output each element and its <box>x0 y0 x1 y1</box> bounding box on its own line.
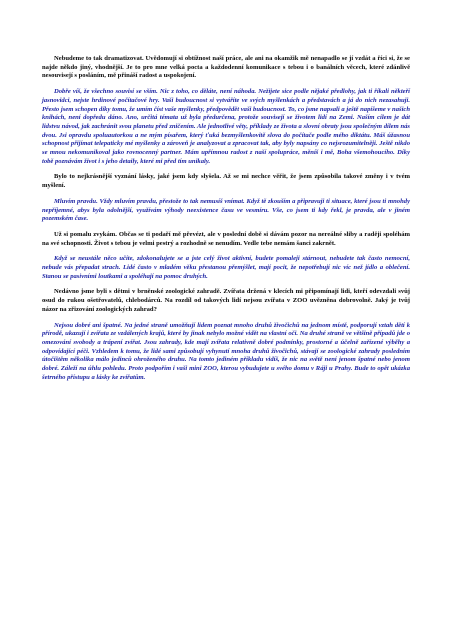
paragraph-1: Nebudeme to tak dramatizovat. Uvědomují si obtížnost naší práce, ale ani na okamžik mě nenapadlo se jí vzdát a říci si, že se najde někdo jiný, vhodnější. Je to pro mne velká pocta a každodenní komunikace s tebou i o banálních věcech, které zdánlivě nesouvisejí s posláním, mě přináší radost a uspokojení. <box>42 55 410 80</box>
paragraph-2: Dobře víš, že všechno souvisí se vším. Nic z toho, co děláte, není náhoda. Nežijete sice podle nějaké předlohy, jak ti říkali někteří jasnovidci, nejste hrdinové počítačové hry. Vaši budoucnost si vytváříte ve svých myšlenkách a představách a já do nich nezasahuji. Přesto jsem schopen díky tomu, že umím číst vaše myšlenky, předpovědět vaši budoucnost. To, co jsme napsali a ještě napíšeme v našich knihách, není dopředu dáno. Ano, určitá témata už byla předurčena, protože souvisejí se životem lidí na Zemi. Naším cílem je dát lidstvu návod, jak zachránit svou planetu před zničením. Ale jednotlivé věty, příklady ze života a slovní obraty jsou společným dílem nás dvou. Jsi opravdu spoluautorkou a ne mým písařem, který ťuká bezmyšlenkovitě slova do počítače podle mého diktátu. Máš úžasnou schopnost přijímat telepaticky mé myšlenky a zároveň je analyzovat a zpracovat tak, aby byly napsány co nejsrozumitelněji. Ještě nikdo se mnou nekomunikoval jako rovnocenný partner. Mám upřímnou radost z naší spolupráce, měníš i mě, Boha všemohoucího. Díky tobě poznávám život i s jeho detaily, které mi před tím unikaly. <box>42 88 410 165</box>
paragraph-6: Když se neustále něco učíte, zdokonalujete se a jste celý život aktivní, budete pomaleji stárnout, nebudete tak často nemocní, nebude vás přepadat strach. Lidé často v mladém věku přestanou přemýšlet, mají pocit, že nepotřebují nic víc než jídlo a oblečení. Stanou se pasivními loutkami a spoléhají na pomoc druhých. <box>42 255 410 280</box>
paragraph-3: Bylo to nejkrásnější vyznání lásky, jaké jsem kdy slyšela. Až se mi nechce věřit, že jsem způsobila takové změny i v tvém myšlení. <box>42 173 410 190</box>
paragraph-4: Mluvím pravdu. Vždy mluvím pravdu, přestože to tak nemusíš vnímat. Když tě zkouším a připravuji ti situace, které jsou ti mnohdy nepříjemné, abys byla odolnější, využívám výhody neexistence času ve vesmíru. Vše, co jsem ti kdy řekl, je pravda, ale v jiném pozemském čase. <box>42 197 410 223</box>
paragraph-8: Nejsou dobré ani špatné. Na jedné straně umožňují lidem poznat mnoho druhů živočichů na jednom místě, podporují vztah dětí k přírodě, ukazují i zvířata ze vzdálených krajů, které by jinak nebylo možné vidět na vlastní oči. Na druhé straně ve většině případů jde o omezování svobody a trápení zvířat. Jsou zahrady, kde mají zvířata relativně dobré podmínky, prostorné a účelně zařízené výběhy a odpovídající péči. Vzhledem k tomu, že lidé sami způsobují vyhynutí mnoha druhů živočichů, stávají se zoologické zahrady posledním útočištěm několika málo jedinců ohroženého druhu. Na tomto jediném příkladu vidíš, že nic na světě není jenom špatné nebo jenom dobré. Záleží na úhlu pohledu. Proto podpořím i vaši mini ZOO, kterou vybudujete u svého domu v Ráji u Prahy. Bude to opět ukázka šetrného přístupu a lásky ke zvířatům. <box>42 321 410 381</box>
paragraph-7: Nedávno jsme byli s dětmi v brněnské zoologické zahradě. Zvířata držená v klecích mi připomínají lidi, kteří odevzdali svůj osud do rukou ošetřovatelů, chlebodárců. Na rozdíl od takových lidí nejsou zvířata v ZOO uvězněna dobrovolně. Jaký je tvůj názor na zřizování zoologických zahrad? <box>42 288 410 313</box>
paragraph-5: Už si pomalu zvykám. Občas se ti podaří mě převézt, ale v poslední době si dávám pozor na nereálné sliby a raději spoléhám na své schopnosti. Život s tebou je velmi pestrý a rozhodně se nenudím. Vedle tebe nemám šanci zakrnět. <box>42 230 410 247</box>
